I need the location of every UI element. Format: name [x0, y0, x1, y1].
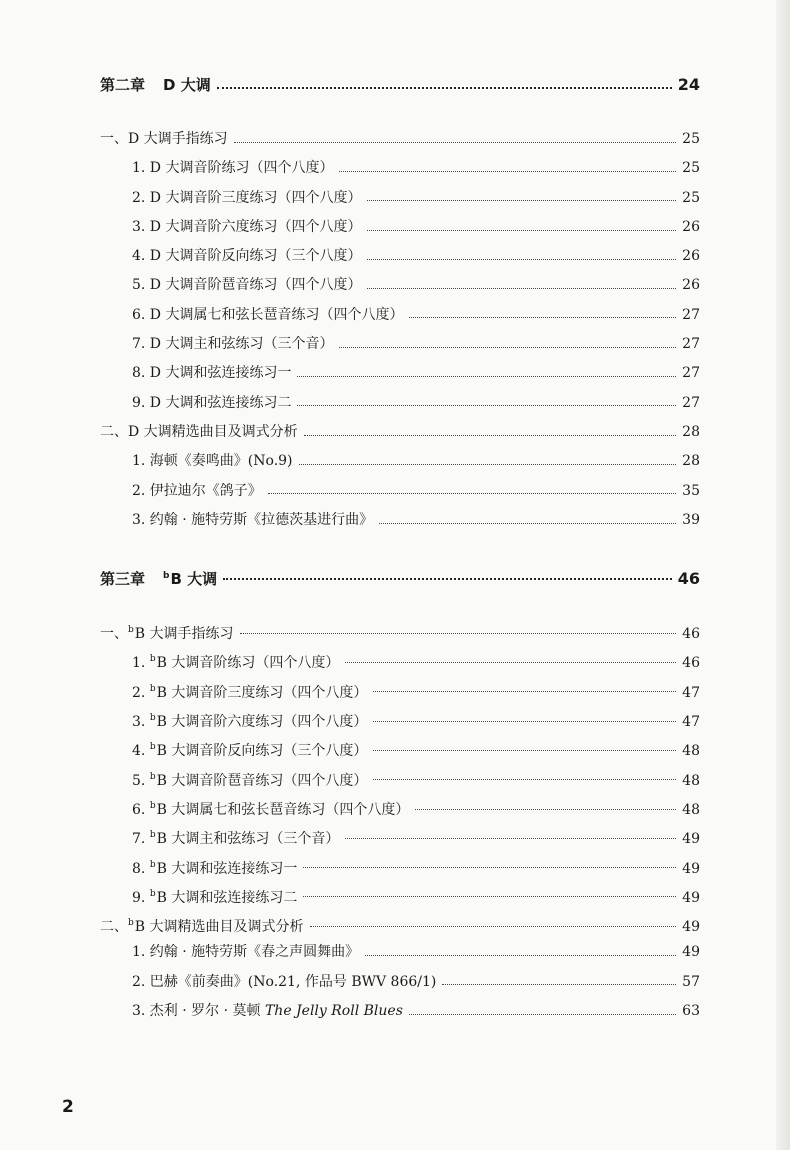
item-page: 48	[682, 743, 700, 760]
dot-leader	[234, 141, 676, 143]
item-title: 3. $^b$B 大调音阶六度练习（四个八度）	[132, 713, 368, 731]
dot-leader	[365, 954, 676, 956]
page-number: 2	[62, 1097, 74, 1117]
flat-sign-icon: b	[149, 683, 156, 694]
item-page: 35	[682, 482, 700, 499]
item-title: 7. D 大调主和弦练习（三个音）	[132, 336, 334, 353]
section-title: 二、$^b$B 大调精选曲目及调式分析	[100, 918, 304, 936]
toc-item[interactable]	[100, 792, 700, 821]
item-title: 1. 约翰 · 施特劳斯《春之声圆舞曲》	[132, 944, 360, 961]
item-title: 3. 杰利 · 罗尔 · 莫顿 The Jelly Roll Blues	[132, 1003, 403, 1020]
flat-sign-icon: b	[149, 888, 156, 899]
item-page: 47	[682, 714, 700, 731]
chapter-3-page: 46	[677, 569, 700, 589]
flat-sign-icon: b	[128, 918, 134, 929]
item-page: 28	[682, 453, 700, 470]
dot-leader	[240, 632, 676, 634]
dot-leader	[299, 463, 676, 465]
item-page: 49	[682, 889, 700, 906]
flat-sign-icon: b	[128, 625, 134, 636]
section-title: 二、D 大调精选曲目及调式分析	[100, 423, 298, 440]
item-title: 1. $^b$B 大调音阶练习（四个八度）	[132, 654, 340, 672]
dot-leader	[303, 866, 676, 868]
item-title: 6. D 大调属七和弦长琶音练习（四个八度）	[132, 306, 404, 323]
chapter-3-title: 第三章 $^b$B 大调	[100, 570, 218, 589]
toc-section-2-2[interactable]	[100, 418, 700, 447]
dot-leader	[415, 808, 676, 810]
item-title: 9. D 大调和弦连接练习二	[132, 394, 292, 411]
toc-item[interactable]	[100, 938, 700, 967]
toc-item[interactable]	[100, 447, 700, 476]
item-page: 25	[682, 160, 700, 177]
item-page: 39	[682, 511, 700, 528]
flat-sign-icon: b	[149, 771, 156, 782]
toc-item[interactable]	[100, 704, 700, 733]
item-page: 25	[682, 189, 700, 206]
page-edge-shadow	[776, 0, 790, 1150]
toc-item[interactable]	[100, 213, 700, 242]
dot-leader	[379, 522, 676, 524]
dot-leader	[345, 837, 676, 839]
toc-item[interactable]	[100, 851, 700, 880]
item-page: 27	[682, 306, 700, 323]
item-title: 8. $^b$B 大调和弦连接练习一	[132, 859, 298, 877]
dot-leader	[339, 170, 676, 172]
toc-item[interactable]	[100, 154, 700, 183]
section-page: 49	[682, 919, 700, 936]
dot-leader	[217, 86, 672, 89]
toc-item[interactable]	[100, 242, 700, 271]
toc-item[interactable]	[100, 477, 700, 506]
item-title: 5. $^b$B 大调音阶琶音练习（四个八度）	[132, 771, 368, 789]
item-page: 26	[682, 218, 700, 235]
toc-item[interactable]	[100, 821, 700, 850]
toc-item[interactable]	[100, 733, 700, 762]
dot-leader	[367, 258, 676, 260]
flat-sign-icon: b	[149, 654, 156, 665]
item-title: 3. D 大调音阶六度练习（四个八度）	[132, 218, 362, 235]
item-page: 27	[682, 394, 700, 411]
section-page: 46	[682, 626, 700, 643]
flat-sign-icon: b	[149, 800, 156, 811]
dot-leader	[367, 199, 676, 201]
item-title: 1. D 大调音阶练习（四个八度）	[132, 160, 334, 177]
toc-section-2-1[interactable]	[100, 125, 700, 154]
item-title: 3. 约翰 · 施特劳斯《拉德茨基进行曲》	[132, 511, 374, 528]
dot-leader	[297, 404, 676, 406]
dot-leader	[373, 778, 676, 780]
toc-item[interactable]	[100, 506, 700, 535]
item-title: 2. D 大调音阶三度练习（四个八度）	[132, 189, 362, 206]
item-page: 48	[682, 801, 700, 818]
item-page: 47	[682, 684, 700, 701]
dot-leader	[409, 316, 676, 318]
flat-sign-icon: b	[163, 571, 170, 582]
item-page: 27	[682, 365, 700, 382]
item-title: 2. 伊拉迪尔《鸽子》	[132, 482, 262, 499]
dot-leader	[310, 925, 676, 927]
flat-sign-icon: b	[149, 713, 156, 724]
item-title: 2. $^b$B 大调音阶三度练习（四个八度）	[132, 683, 368, 701]
item-title: 9. $^b$B 大调和弦连接练习二	[132, 888, 298, 906]
dot-leader	[409, 1013, 676, 1015]
chapter-2-title: 第二章 D 大调	[100, 76, 211, 94]
toc-item[interactable]	[100, 330, 700, 359]
item-title: 8. D 大调和弦连接练习一	[132, 365, 292, 382]
section-title: 一、$^b$B 大调手指练习	[100, 625, 234, 643]
dot-leader	[223, 577, 672, 580]
item-title: 5. D 大调音阶琶音练习（四个八度）	[132, 277, 362, 294]
dot-leader	[373, 720, 676, 722]
toc-item[interactable]	[100, 184, 700, 213]
chapter-2-page: 24	[677, 75, 700, 94]
section-page: 25	[682, 131, 700, 147]
flat-sign-icon: b	[149, 859, 156, 870]
item-page: 26	[682, 277, 700, 294]
toc-section-3-2[interactable]	[100, 909, 700, 938]
toc-item[interactable]	[100, 271, 700, 300]
item-title: 1. 海顿《奏鸣曲》(No.9)	[132, 453, 293, 470]
toc-item[interactable]	[100, 359, 700, 388]
toc-item[interactable]	[100, 675, 700, 704]
item-title: 6. $^b$B 大调属七和弦长琶音练习（四个八度）	[132, 800, 410, 818]
item-page: 49	[682, 944, 700, 961]
flat-sign-icon: b	[149, 830, 156, 841]
dot-leader	[303, 895, 676, 897]
item-page: 48	[682, 772, 700, 789]
table-of-contents	[100, 70, 700, 1026]
item-page: 26	[682, 248, 700, 265]
toc-section-3-1[interactable]	[100, 616, 700, 645]
dot-leader	[339, 346, 676, 348]
toc-item[interactable]	[100, 645, 700, 674]
toc-item[interactable]	[100, 968, 700, 997]
dot-leader	[345, 661, 676, 663]
dot-leader	[442, 983, 676, 985]
flat-sign-icon: b	[149, 742, 156, 753]
toc-item[interactable]	[100, 763, 700, 792]
item-page: 49	[682, 831, 700, 848]
section-title: 一、D 大调手指练习	[100, 131, 228, 147]
item-page: 27	[682, 336, 700, 353]
item-title: 2. 巴赫《前奏曲》(No.21, 作品号 BWV 866/1)	[132, 973, 437, 990]
dot-leader	[268, 492, 676, 494]
dot-leader	[304, 434, 676, 436]
item-page: 46	[682, 655, 700, 672]
dot-leader	[367, 229, 676, 231]
toc-item[interactable]	[100, 997, 700, 1026]
toc-item[interactable]	[100, 880, 700, 909]
item-page: 63	[682, 1003, 700, 1020]
dot-leader	[373, 690, 676, 692]
item-title: 7. $^b$B 大调主和弦练习（三个音）	[132, 830, 340, 848]
chapter-2-heading[interactable]	[100, 70, 700, 100]
item-title: 4. $^b$B 大调音阶反向练习（三个八度）	[132, 742, 368, 760]
section-page: 28	[682, 423, 700, 440]
dot-leader	[297, 375, 676, 377]
item-title: 4. D 大调音阶反向练习（三个八度）	[132, 248, 362, 265]
dot-leader	[373, 749, 676, 751]
chapter-3-heading[interactable]	[100, 561, 700, 591]
toc-item[interactable]	[100, 301, 700, 330]
toc-item[interactable]	[100, 389, 700, 418]
item-page: 57	[682, 973, 700, 990]
item-page: 49	[682, 860, 700, 877]
dot-leader	[367, 287, 676, 289]
